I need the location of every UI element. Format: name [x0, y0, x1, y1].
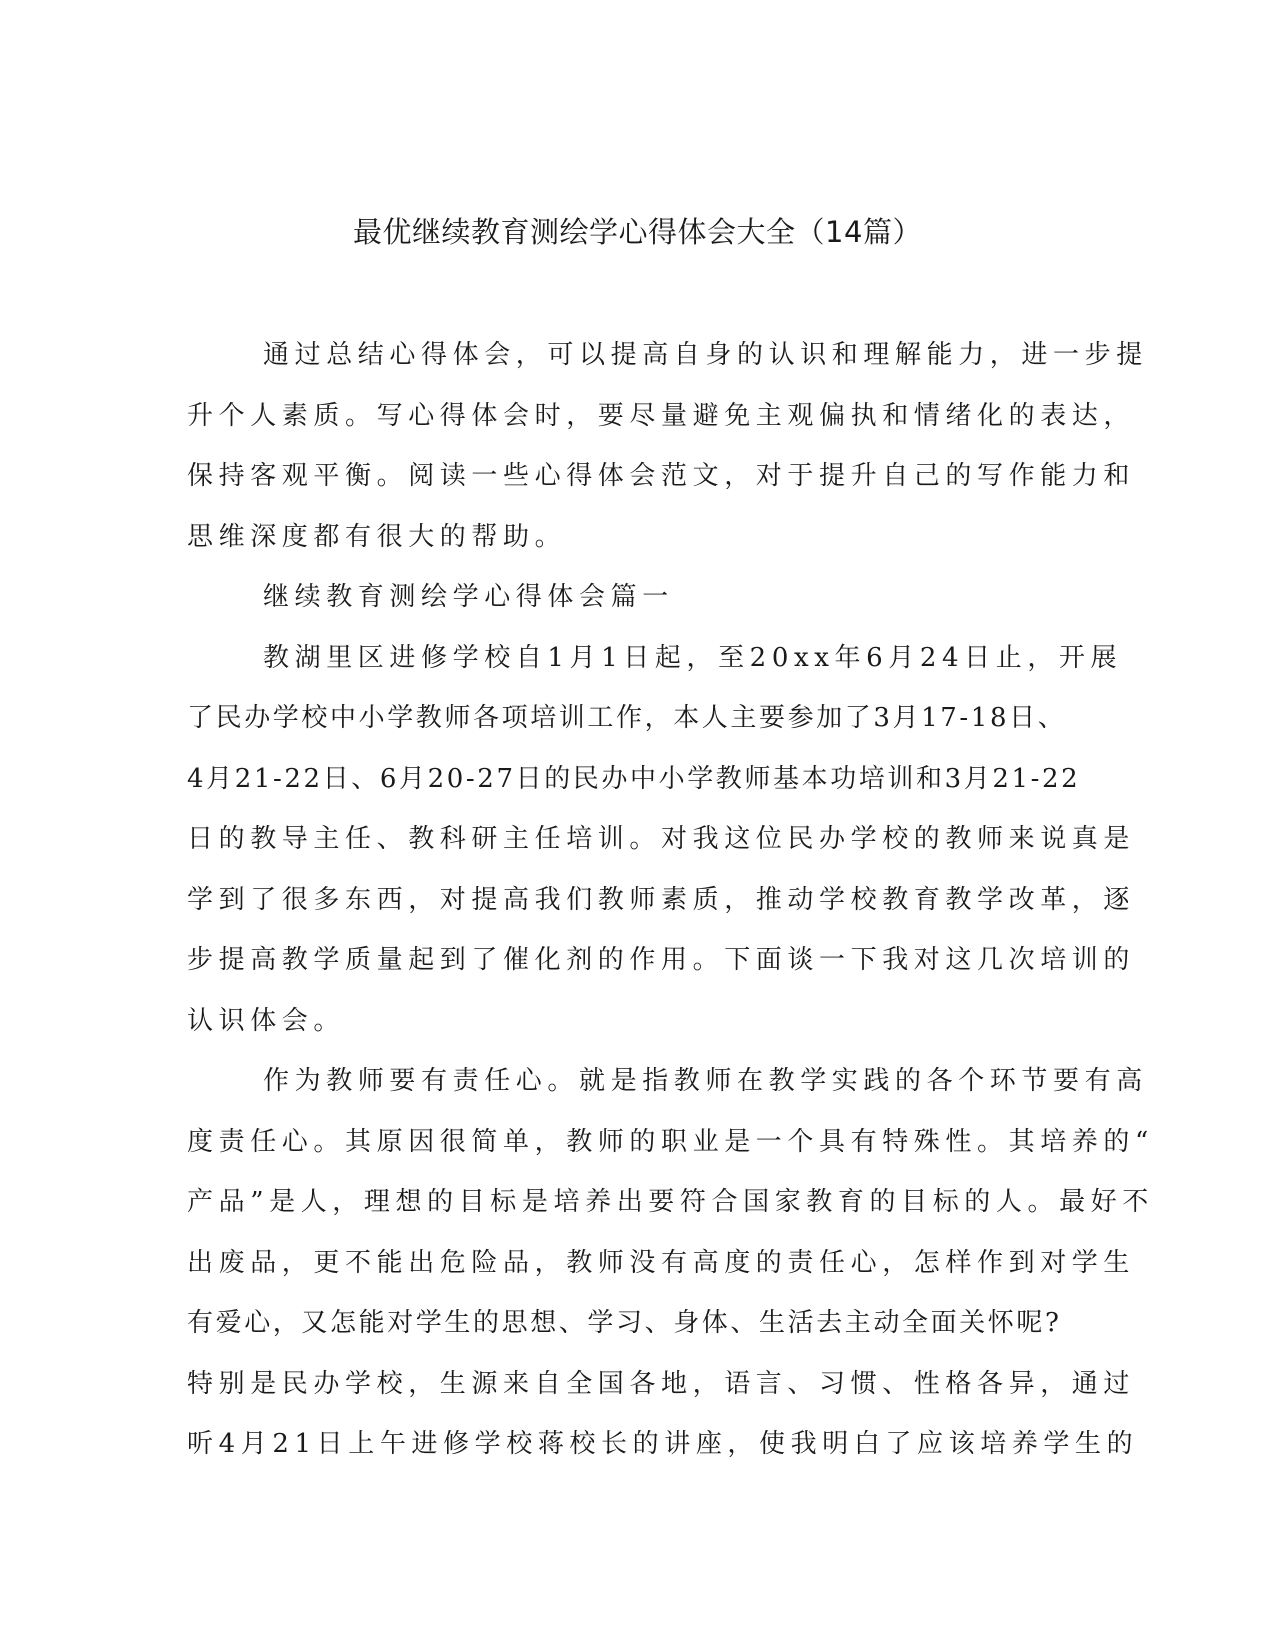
- paragraph-line: 度责任心。其原因很简单，教师的职业是一个具有特殊性。其培养的“: [187, 1126, 1154, 1157]
- paragraph-line: 有爱心，又怎能对学生的思想、学习、身体、生活去主动全面关怀呢?: [187, 1308, 1062, 1338]
- document-title: 最优继续教育测绘学心得体会大全（14篇）: [353, 215, 922, 249]
- paragraph-line: 作为教师要有责任心。就是指教师在教学实践的各个环节要有高: [263, 1066, 1148, 1096]
- paragraph-line: 思维深度都有很大的帮助。: [187, 521, 567, 552]
- paragraph-line: 通过总结心得体会，可以提高自身的认识和理解能力，进一步提: [263, 340, 1148, 370]
- paragraph-line: 听4月21日上午进修学校蒋校长的讲座，使我明白了应该培养学生的: [187, 1429, 1139, 1459]
- section-heading: 继续教育测绘学心得体会篇一: [263, 582, 674, 612]
- paragraph-line: 出废品，更不能出危险品，教师没有高度的责任心，怎样作到对学生: [187, 1247, 1136, 1278]
- paragraph-line: 特别是民办学校，生源来自全国各地，语言、习惯、性格各异，通过: [187, 1368, 1136, 1399]
- paragraph-line: 教湖里区进修学校自1月1日起，至20xx年6月24日止，开展: [263, 642, 1123, 673]
- paragraph-line: 4月21-22日、6月20-27日的民办中小学教师基本功培训和3月21-22: [187, 763, 1081, 794]
- paragraph-line: 升个人素质。写心得体会时，要尽量避免主观偏执和情绪化的表达，: [187, 400, 1136, 431]
- paragraph-line: 产品”是人，理想的目标是培养出要符合国家教育的目标的人。最好不: [187, 1187, 1154, 1217]
- paragraph-line: 了民办学校中小学教师各项培训工作，本人主要参加了3月17-18日、: [187, 703, 1067, 733]
- paragraph-line: 学到了很多东西，对提高我们教师素质，推动学校教育教学改革，逐: [187, 884, 1136, 915]
- paragraph-line: 日的教导主任、教科研主任培训。对我这位民办学校的教师来说真是: [187, 824, 1136, 854]
- paragraph-line: 步提高教学质量起到了催化剂的作用。下面谈一下我对这几次培训的: [187, 945, 1136, 975]
- document-body: [187, 325, 1154, 1475]
- paragraph-line: 认识体会。: [187, 1005, 346, 1036]
- paragraph-line: 保持客观平衡。阅读一些心得体会范文，对于提升自己的写作能力和: [187, 461, 1136, 491]
